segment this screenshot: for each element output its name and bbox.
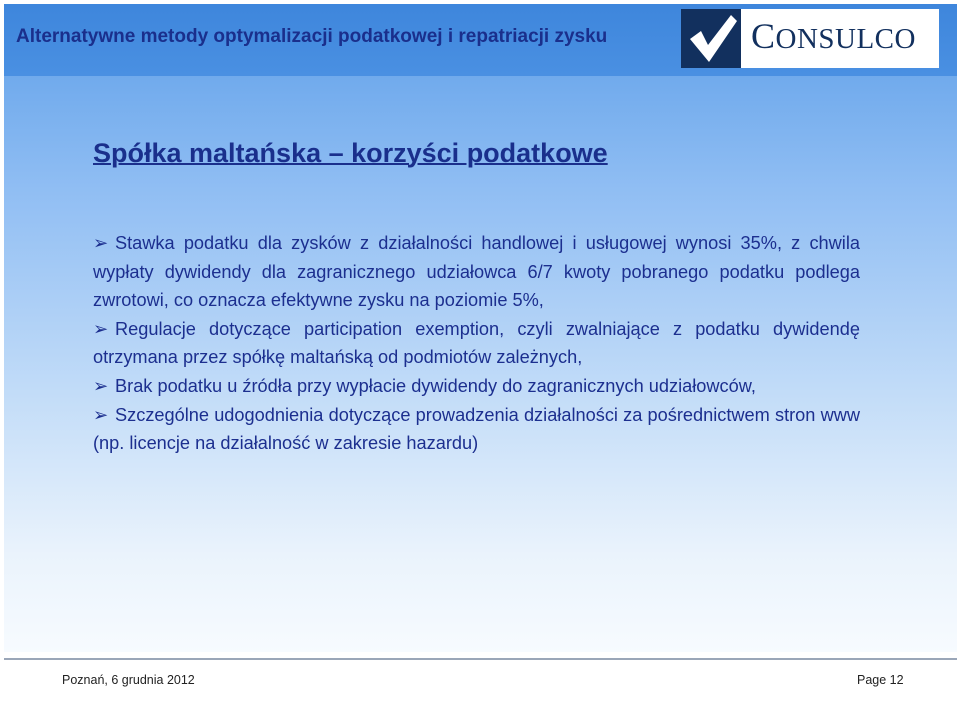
page-number: Page 12 [857, 673, 904, 687]
footer-divider [4, 658, 957, 660]
bullet-text: Stawka podatku dla zysków z działalności handlowej i usługowej wynosi 35%, z chwila wypłaty dywidendy dla zagranicznego udziałowca 6/7 kwoty pobranego podatku podlega zwrotowi, co oznacza efektywne zysku na poziomie 5%, [93, 233, 860, 311]
presentation-title: Alternatywne metody optymalizacji podatkowej i repatriacji zysku [16, 26, 608, 47]
bullet-list [93, 229, 860, 458]
arrow-bullet-icon: ➢ [93, 404, 109, 425]
list-item [93, 229, 860, 315]
checkmark-logo-icon [681, 9, 741, 68]
section-title: Spółka maltańska – korzyści podatkowe [93, 138, 608, 168]
list-item [93, 315, 860, 372]
footer-location-date: Poznań, 6 grudnia 2012 [62, 673, 195, 687]
logo-initial: C [751, 16, 776, 56]
bullet-text: Brak podatku u źródła przy wypłacie dywidendy do zagranicznych udziałowców, [115, 375, 756, 396]
bullet-text: Szczególne udogodnienia dotyczące prowadzenia działalności za pośrednictwem stron www (np. licencje na działalność w zakresie hazardu) [93, 404, 860, 454]
consulco-logo [681, 9, 939, 68]
logo-wordmark [751, 15, 916, 57]
arrow-bullet-icon: ➢ [93, 233, 109, 253]
bullet-text: Regulacje dotyczące participation exemption, czyli zwalniające z podatku dywidendę otrzymana przez spółkę maltańską od podmiotów zależnych, [93, 318, 860, 368]
logo-rest: ONSULCO [775, 23, 916, 55]
arrow-bullet-icon: ➢ [93, 318, 109, 339]
list-item [93, 401, 860, 458]
arrow-bullet-icon: ➢ [93, 375, 109, 396]
list-item [93, 372, 860, 401]
